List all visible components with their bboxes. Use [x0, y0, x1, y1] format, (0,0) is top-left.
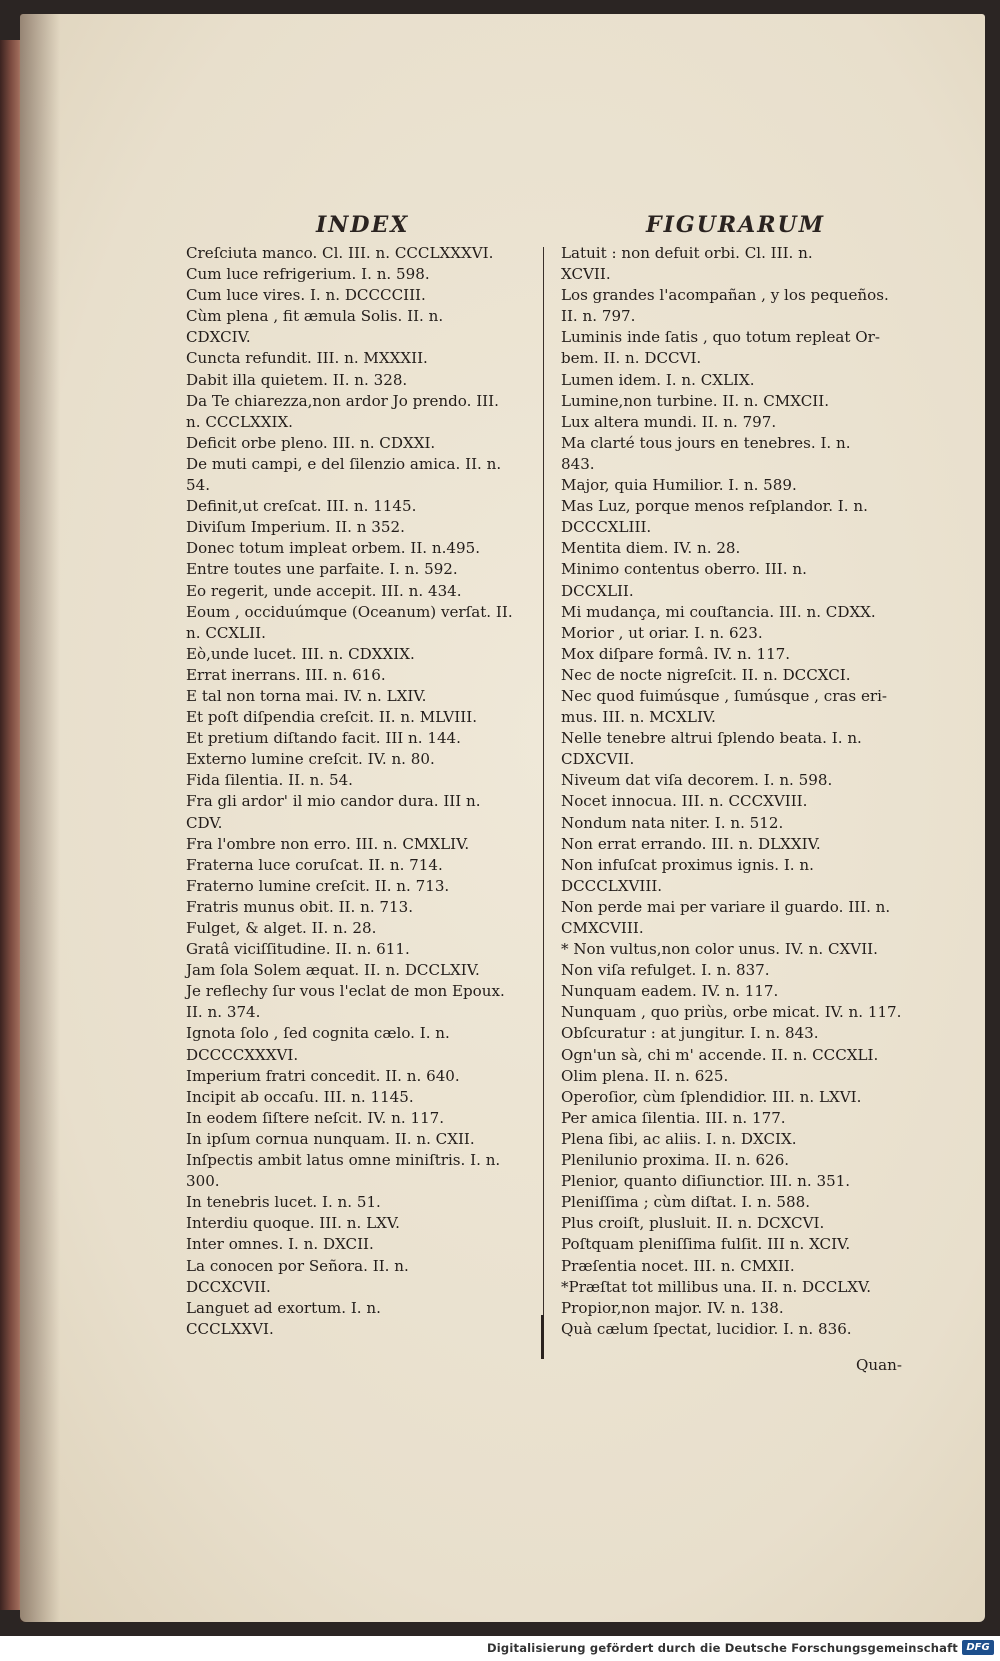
- index-entry: Los grandes l'acompañan , y los pequeños.: [561, 286, 889, 305]
- index-entry: Diviſum Imperium. II. n 352.: [186, 518, 405, 537]
- index-entry: 54.: [186, 476, 211, 495]
- index-entry: Fra l'ombre non erro. III. n. CMXLIV.: [186, 834, 470, 853]
- index-entry: Morior , ut oriar. I. n. 623.: [561, 623, 763, 642]
- index-entry: Niveum dat viſa decorem. I. n. 598.: [561, 771, 833, 790]
- index-entry: Poſtquam pleniſſima fulſit. III n. XCIV.: [561, 1235, 851, 1254]
- index-column-right: [561, 243, 917, 1340]
- index-entry: Lux altera mundi. II. n. 797.: [561, 412, 777, 431]
- index-entry: Languet ad exortum. I. n.: [186, 1298, 381, 1317]
- index-entry: Plenior, quanto diſiunctior. III. n. 351.: [561, 1172, 851, 1191]
- index-entry: Mi mudança, mi couſtancia. III. n. CDXX.: [561, 602, 876, 621]
- index-entry: Cuncta refundit. III. n. MXXXII.: [186, 349, 428, 368]
- index-entry: Fra gli ardor' il mio candor dura. III n.: [186, 792, 481, 811]
- index-entry: Je reflechy ſur vous l'eclat de mon Epoux.: [186, 982, 505, 1001]
- index-entry: Luminis inde ſatis , quo totum repleat Or-: [561, 328, 880, 347]
- index-entry: Cum luce vires. I. n. DCCCCIII.: [186, 286, 426, 305]
- index-entry: * Non vultus,non color unus. IV. n. CXVII.: [561, 940, 878, 959]
- index-entry: Nelle tenebre altrui ſplendo beata. I. n.: [561, 729, 862, 748]
- index-entry: Donec totum impleat orbem. II. n.495.: [186, 539, 481, 558]
- index-entry: Propior,non major. IV. n. 138.: [561, 1298, 784, 1317]
- index-entry: DCCCXLIII.: [561, 518, 652, 537]
- column-rule: [543, 247, 544, 1359]
- index-entry: Mas Luz, porque menos reſplandor. I. n.: [561, 497, 868, 516]
- index-entry: DCCXCVII.: [186, 1277, 271, 1296]
- index-entry: Interdiu quoque. III. n. LXV.: [186, 1214, 400, 1233]
- index-entry: Externo lumine creſcit. IV. n. 80.: [186, 750, 435, 769]
- index-entry: Errat inerrans. III. n. 616.: [186, 665, 386, 684]
- index-entry: Jam ſola Solem æquat. II. n. DCCLXIV.: [186, 961, 480, 980]
- index-entry: Inſpectis ambit latus omne miniſtris. I. n.: [186, 1151, 501, 1170]
- index-entry: Lumen idem. I. n. CXLIX.: [561, 370, 755, 389]
- index-entry: Eoum , occiduúmque (Oceanum) verſat. II.: [186, 602, 513, 621]
- index-entry: Operoſior, cùm ſplendidior. III. n. LXVI.: [561, 1087, 862, 1106]
- index-entry: Cum luce refrigerium. I. n. 598.: [186, 265, 430, 284]
- index-entry: Entre toutes une parfaite. I. n. 592.: [186, 560, 458, 579]
- index-entry: Da Te chiarezza,non ardor Jo prendo. III.: [186, 391, 499, 410]
- index-entry: DCCCCXXXVI.: [186, 1045, 299, 1064]
- column-rule-mark: [541, 1315, 544, 1359]
- index-entry: Dabit illa quietem. II. n. 328.: [186, 370, 408, 389]
- index-entry: Mentita diem. IV. n. 28.: [561, 539, 741, 558]
- index-entry: Imperium fratri concedit. II. n. 640.: [186, 1066, 460, 1085]
- index-entry: In eodem ſiſtere neſcit. IV. n. 117.: [186, 1108, 445, 1127]
- index-entry: CCCLXXVI.: [186, 1319, 274, 1338]
- index-entry: Lumine,non turbine. II. n. CMXCII.: [561, 391, 829, 410]
- index-entry: Inter omnes. I. n. DXCII.: [186, 1235, 374, 1254]
- index-entry: Definit,ut creſcat. III. n. 1145.: [186, 497, 417, 516]
- index-entry: De muti campi, e del ſilenzio amica. II. n.: [186, 454, 502, 473]
- index-entry: *Præſtat tot millibus una. II. n. DCCLXV.: [561, 1277, 872, 1296]
- index-entry: 843.: [561, 454, 595, 473]
- dfg-logo: DFG: [962, 1640, 994, 1655]
- dfg-credit: Digitalisierung gefördert durch die Deutsche Forschungsgemeinschaft: [487, 1641, 958, 1655]
- index-entry: Gratâ viciſſitudine. II. n. 611.: [186, 940, 410, 959]
- index-entry: Cùm plena , fit æmula Solis. II. n.: [186, 307, 444, 326]
- index-entry: Non errat errando. III. n. DLXXIV.: [561, 834, 821, 853]
- index-entry: Obſcuratur : at jungitur. I. n. 843.: [561, 1024, 819, 1043]
- index-entry: Et poſt diſpendia creſcit. II. n. MLVIII.: [186, 708, 477, 727]
- index-entry: Incipit ab occaſu. III. n. 1145.: [186, 1087, 414, 1106]
- index-entry: Eò,unde lucet. III. n. CDXXIX.: [186, 644, 415, 663]
- index-entry: bem. II. n. DCCVI.: [561, 349, 702, 368]
- header-index: INDEX: [316, 212, 410, 238]
- index-entry: n. CCCLXXIX.: [186, 412, 293, 431]
- index-entry: n. CCXLII.: [186, 623, 266, 642]
- index-entry: Præſentia nocet. III. n. CMXII.: [561, 1256, 795, 1275]
- header-figurarum: FIGURARUM: [646, 212, 826, 238]
- index-entry: E tal non torna mai. IV. n. LXIV.: [186, 686, 427, 705]
- index-entry: Nunquam eadem. IV. n. 117.: [561, 982, 779, 1001]
- index-entry: Quà cælum ſpectat, lucidior. I. n. 836.: [561, 1319, 852, 1338]
- index-entry: Mox diſpare formâ. IV. n. 117.: [561, 644, 791, 663]
- index-entry: In tenebris lucet. I. n. 51.: [186, 1193, 381, 1212]
- index-entry: Deficit orbe pleno. III. n. CDXXI.: [186, 433, 436, 452]
- index-entry: Ogn'un sà, chi m' accende. II. n. CCCXLI.: [561, 1045, 879, 1064]
- index-entry: Minimo contentus oberro. III. n.: [561, 560, 807, 579]
- index-entry: Per amica ſilentia. III. n. 177.: [561, 1108, 786, 1127]
- index-entry: II. n. 797.: [561, 307, 636, 326]
- index-entry: Plenilunio proxima. II. n. 626.: [561, 1151, 790, 1170]
- spine-shadow: [20, 14, 60, 1622]
- index-entry: Et pretium diſtando facit. III n. 144.: [186, 729, 461, 748]
- index-entry: Nondum nata niter. I. n. 512.: [561, 813, 784, 832]
- index-entry: DCCXLII.: [561, 581, 634, 600]
- index-entry: Nocet innocua. III. n. CCCXVIII.: [561, 792, 808, 811]
- index-entry: Non infuſcat proximus ignis. I. n.: [561, 855, 814, 874]
- index-entry: mus. III. n. MCXLIV.: [561, 708, 716, 727]
- index-entry: La conocen por Señora. II. n.: [186, 1256, 409, 1275]
- index-entry: CDXCVII.: [561, 750, 635, 769]
- index-entry: Pleniſſima ; cùm diſtat. I. n. 588.: [561, 1193, 811, 1212]
- index-entry: Major, quia Humilior. I. n. 589.: [561, 476, 797, 495]
- index-entry: Fraterna luce coruſcat. II. n. 714.: [186, 855, 443, 874]
- index-entry: Plena ſibi, ac aliis. I. n. DXCIX.: [561, 1129, 797, 1148]
- index-entry: Fulget, & alget. II. n. 28.: [186, 919, 377, 937]
- index-entry: Creſciuta manco. Cl. III. n. CCCLXXXVI.: [186, 244, 494, 262]
- index-entry: Fratris munus obit. II. n. 713.: [186, 897, 414, 916]
- index-entry: Ma clarté tous jours en tenebres. I. n.: [561, 433, 851, 452]
- index-entry: Eo regerit, unde accepit. III. n. 434.: [186, 581, 462, 600]
- catchword: Quan-: [856, 1356, 902, 1374]
- index-entry: Plus croiſt, plusluit. II. n. DCXCVI.: [561, 1214, 825, 1233]
- index-entry: Olim plena. II. n. 625.: [561, 1066, 729, 1085]
- index-entry: CDV.: [186, 813, 223, 832]
- index-entry: 300.: [186, 1172, 220, 1191]
- index-entry: Fraterno lumine creſcit. II. n. 713.: [186, 876, 450, 895]
- index-entry: CMXCVIII.: [561, 919, 644, 937]
- index-entry: Nec de nocte nigreſcit. II. n. DCCXCI.: [561, 665, 851, 684]
- index-entry: Fida ſilentia. II. n. 54.: [186, 771, 353, 790]
- index-entry: Latuit : non defuit orbi. Cl. III. n.: [561, 244, 813, 262]
- index-entry: Nec quod fuimúsque , ſumúsque , cras eri-: [561, 686, 888, 705]
- index-entry: Non perde mai per variare il guardo. III. n.: [561, 897, 891, 916]
- index-entry: Non viſa refulget. I. n. 837.: [561, 961, 770, 980]
- index-entry: CDXCIV.: [186, 328, 251, 347]
- index-entry: DCCCLXVIII.: [561, 876, 663, 895]
- index-entry: Ignota ſolo , ſed cognita cælo. I. n.: [186, 1024, 450, 1043]
- index-column-left: [186, 243, 541, 1340]
- index-entry: XCVII.: [561, 265, 611, 284]
- index-entry: II. n. 374.: [186, 1003, 261, 1022]
- index-entry: In ipſum cornua nunquam. II. n. CXII.: [186, 1129, 475, 1148]
- index-entry: Nunquam , quo priùs, orbe micat. IV. n. 117.: [561, 1003, 902, 1022]
